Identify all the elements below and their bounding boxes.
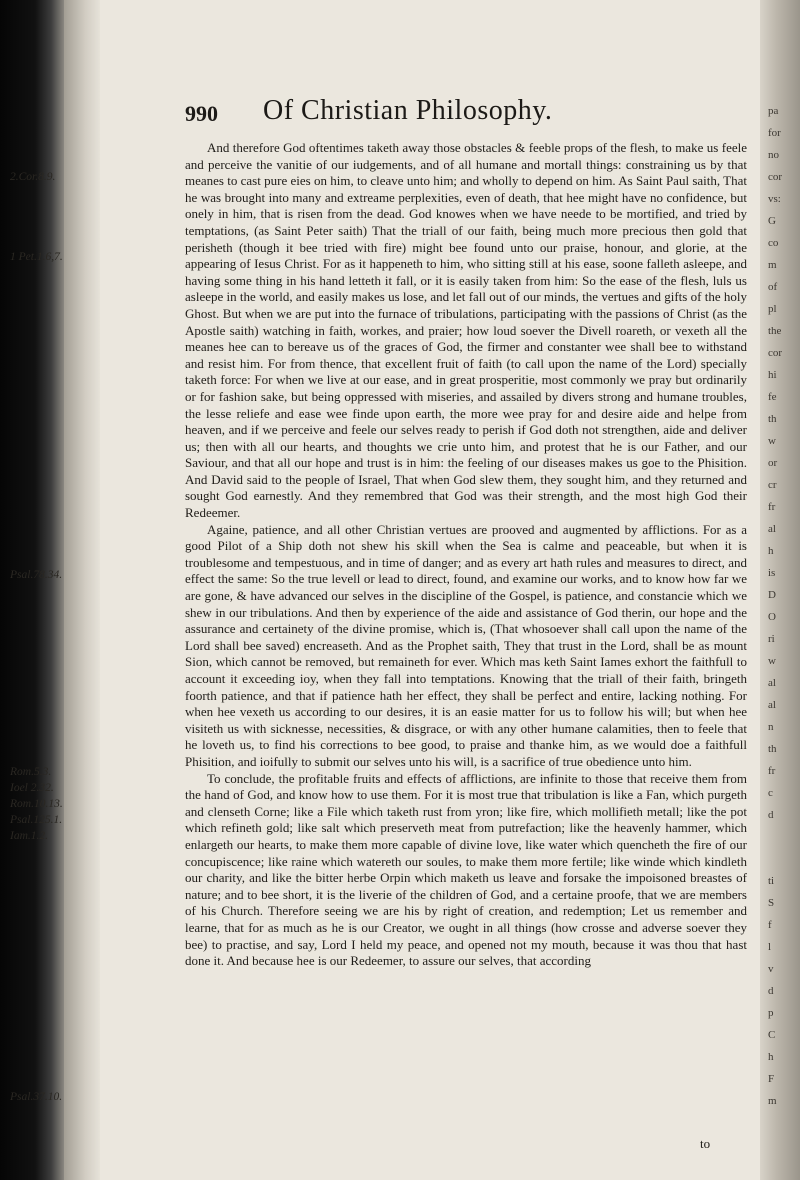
paragraph: And therefore God oftentimes taketh away those obstacles & feeble props of the flesh, to make us feele and perceive the vanitie of our iudgements, and of all humane and mortall things: constraining us by that meanes to cast pure eies on him, to cleave unto him; and wholly to depend on him. As Saint Paul saith, That he was brought into many and extreame perplexities, even of death, that hee might have no confidence, but onely in him, that is risen from the dead. God knowes when we have neede to be mortified, and tried by temptations, (as Saint Peter saith) That the triall of our faith, being much more precious then gold that perisheth (though it bee tried with fire) might bee found unto our praise, honour, and glorie, at the appearing of Iesus Christ. For as it happeneth to him, who sitting still at his ease, soone falleth asleepe, and having some thing in his hand letteth it fall, or it is easily taken from him: So the ease of the flesh, luls us asleepe in the world, and easily makes us lose, and let fall out of our minds, the vertues and gifts of the holy Ghost. But when we are put into the furnace of tribulations, participating with the passions of Christ (as the Apostle saith) watching in faith, workes, and praier; how loud soever the Divell roareth, or vexeth all the meanes hee can to bereave us of the graces of God, the firmer and constanter wee shall bee to withstand and resist him. For from thence, that excellent fruit of faith (to call upon the name of the Lord) specially taketh force: For when we live at our ease, and in great prosperitie, most commonly we pray but ordinarily or for fashion sake, but being oppressed with miseries, and assailed by divers strong and humane troubles, the lesse reliefe and ease wee finde upon earth, the more wee pray for and desire aide and helpe from heaven, and if we perceive and feele our selves ready to perish if God doth not strengthen, aide and deliver us; then with all our hearts, and thoughts we crie unto him, and protest that he is our Father, and our Saviour, and that all our hope and trust is in him: the feeling of our diseases makes us goe to the Phisition. And David said to the people of Israel, That when God slew them, they sought him, and they returned and sought God earnestly. And they remembred that God was their strength, and the most high God their Redeemer. <box>185 140 747 521</box>
margin-note: Psal.37.10. <box>10 1091 63 1103</box>
catchword: to <box>700 1136 711 1151</box>
margin-note: 1 Pet.1.6,7. <box>10 251 63 263</box>
running-head: Of Christian Philosophy. <box>263 95 553 126</box>
margin-note: Psal.125.1. <box>10 814 63 826</box>
page-header <box>185 95 745 131</box>
paragraph: To conclude, the profitable fruits and effects of afflictions, are infinite to those that receive them from the hand of God, and know how to use them. For it is most true that tribulation is like a Fan, which purgeth and clenseth Corne; like a File which taketh rust from yron; like fire, which mollifieth metall; like the pot which refineth gold; like salt which preserveth meat from putrefaction; like the heavenly hammer, which enlargeth our hearts, to make them more capable of divine love, like water which quencheth the fire of our concupiscence; like raine which watereth our soules, to make them more fertile; like winde which kindleth our charity, and like the bitter herbe Orpin which maketh us leave and forsake the impoisoned breastes of nature; and to bee short, it is the liverie of the children of God, and a certaine proofe, that we are members of his Church. Therefore seeing we are his by right of creation, and redemption; Let us remember and learne, that for as much as he is our Creator, we ought in all things (how crosse and adverse soever they bee) to practise, and say, Lord I held my peace, and opened not my mouth, because it was thou that hast done it. And because hee is our Redeemer, to assure our selves, that according <box>185 770 747 969</box>
margin-note: Ioel 2.32. <box>10 782 54 794</box>
margin-note: 2.Cor.8.9. <box>10 171 56 183</box>
margin-note: Rom.5.3. <box>10 766 52 778</box>
paragraph: Againe, patience, and all other Christian vertues are prooved and augmented by afflictions. For as a good Pilot of a Ship doth not shew his skill when the Sea is calme and peaceable, but when it is troublesome and tempestuous, and in time of danger; and as every art hath rules and measures to direct, and effect the same: So the true levell or lead to direct, found, and examine our works, and to know how far we are gone, & have advanced our selves in the discipline of the Gospel, is patience, and constancie which we shew in our tribulations. And then by experience of the aide and assistance of God therin, our hope and the assurance and certainety of the divine promise, which is, (That whosoever shall call upon the name of the Lord shall bee saved) encreaseth. And as the Prophet saith, They that trust in the Lord, shall be as mount Sion, which cannot be removed, but remaineth for ever. Which mas keth Saint Iames exhort the faithfull to account it exceeding ioy, when they fall into temptations. Knowing that the triall of their faith, bringeth foorth patience, and that if patience hath her effect, they shall be perfect and entire, lacking nothing. For when hee vexeth us according to our desires, it is an easie matter for us to follow his will; but when hee visiteth us with sicknesse, necessities, & disgrace, or with any other humane calamities, then to feele that he loveth us, to find his corrections to bee good, to praise and thanke him, as we would doe a faithfull Phisition, and ioifully to submit our selves unto his will, is a sacrifice of true obedience unto him. <box>185 521 747 769</box>
margin-note: Iam.1.2. <box>10 830 49 842</box>
page-number: 990 <box>185 101 218 126</box>
margin-note: Rom.10.13. <box>10 798 63 810</box>
text-body <box>185 140 747 970</box>
margin-note: Psal.78.34. <box>10 569 63 581</box>
facing-page-fragments: pa for no cor vs: G co m of pl the cor hi fe th w or cr fr al h is D O ri w al al n th fr c d ti S f l v d p C h F m <box>768 105 783 1107</box>
